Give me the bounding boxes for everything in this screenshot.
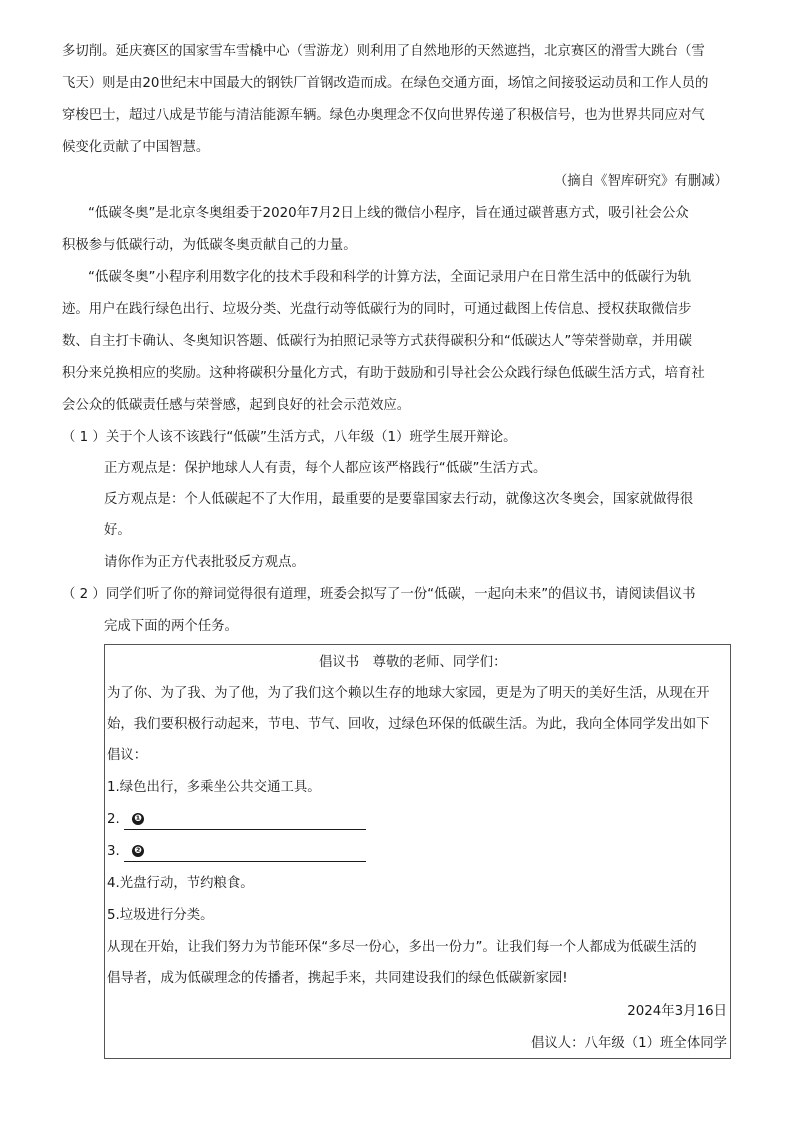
con-viewpoint: 反方观点是：个人低碳起不了大作用，最重要的是要靠国家去行动，就像这次冬奥会，国家就做得很 (104, 492, 694, 507)
question-2-stem-cont: 完成下面的两个任务。 (104, 619, 238, 634)
proposal-signer: 倡议人：八年级（1）班全体同学 (531, 1036, 727, 1051)
paragraph-line: “低碳冬奥”是北京冬奥组委于2020年7月2日上线的微信小程序，旨在通过碳普惠方式，吸引社会公众 (88, 206, 689, 221)
proposal-intro-line: 倡议： (107, 748, 148, 763)
proposal-intro-line: 始，我们要积极行动起来，节电、节气、回收，过绿色环保的低碳生活。为此，我向全体同学发出如下 (107, 717, 710, 732)
paragraph-line: 积极参与低碳行动，为低碳冬奥贡献自己的力量。 (62, 238, 357, 253)
proposal-date: 2024年3月16日 (627, 1004, 727, 1019)
source-citation: （摘自《智库研究》有删减） (553, 174, 728, 189)
item-number: 3. (107, 844, 120, 859)
pro-viewpoint: 正方观点是：保护地球人人有责，每个人都应该严格践行“低碳”生活方式。 (104, 461, 547, 476)
proposal-item-1: 1.绿色出行，多乘坐公共交通工具。 (107, 780, 321, 795)
proposal-header: 倡议书 尊敬的老师、同学们： (319, 655, 507, 670)
proposal-item-2 (107, 810, 366, 830)
circled-two-marker: ❷ (132, 845, 144, 857)
passage-line: 飞天）则是由20世纪末中国最大的钢铁厂首钢改造而成。在绿色交通方面，场馆之间接驳运动员和工作人员的 (62, 76, 709, 91)
proposal-intro-line: 为了你、为了我、为了他，为了我们这个赖以生存的地球大家园，更是为了明天的美好生活，从现在开 (107, 686, 710, 701)
proposal-item-5: 5.垃圾进行分类。 (107, 908, 214, 923)
passage-line: 穿梭巴士，超过八成是节能与清洁能源车辆。绿色办奥理念不仅向世界传递了积极信号，也为世界共同应对气 (62, 108, 705, 123)
question-1-stem: （ 1 ）关于个人该不该践行“低碳”生活方式，八年级（1）班学生展开辩论。 (62, 430, 517, 445)
paragraph-line: 会公众的低碳责任感与荣誉感，起到良好的社会示范效应。 (62, 398, 411, 413)
question-2-stem: （ 2 ）同学们听了你的辩词觉得很有道理，班委会拟写了一份“低碳，一起向未来”的倡议书，请阅读倡议书 (62, 587, 696, 602)
answer-blank-2[interactable] (124, 844, 366, 862)
proposal-item-4: 4.光盘行动，节约粮食。 (107, 876, 254, 891)
paragraph-line: 迹。用户在践行绿色出行、垃圾分类、光盘行动等低碳行为的同时，可通过截图上传信息、授权获取微信步 (62, 302, 692, 317)
answer-blank-1[interactable] (124, 812, 366, 830)
paragraph-line: 积分来兑换相应的奖励。这种将碳积分量化方式，有助于鼓励和引导社会公众践行绿色低碳生活方式，培育社 (62, 366, 705, 381)
proposal-closing-line: 从现在开始，让我们努力为节能环保“多尽一份心，多出一份力”。让我们每一个人都成为低碳生活的 (107, 940, 697, 955)
circled-one-marker: ❶ (132, 813, 144, 825)
passage-line: 候变化贡献了中国智慧。 (62, 140, 210, 155)
paragraph-line: 数、自主打卡确认、冬奥知识答题、低碳行为拍照记录等方式获得碳积分和“低碳达人”等荣誉勋章，并用碳 (62, 334, 692, 349)
item-number: 2. (107, 812, 120, 827)
proposal-item-3 (107, 842, 366, 862)
paragraph-line: “低碳冬奥”小程序利用数字化的技术手段和科学的计算方法，全面记录用户在日常生活中的低碳行为轨 (88, 270, 692, 285)
proposal-closing-line: 倡导者，成为低碳理念的传播者，携起手来，共同建设我们的绿色低碳新家园! (107, 971, 568, 986)
proposal-box (104, 644, 731, 1059)
con-viewpoint-cont: 好。 (104, 523, 131, 538)
passage-line: 多切削。延庆赛区的国家雪车雪橇中心（雪游龙）则利用了自然地形的天然遮挡，北京赛区的滑雪大跳台（雪 (62, 44, 705, 59)
question-1-task: 请你作为正方代表批驳反方观点。 (104, 555, 305, 570)
